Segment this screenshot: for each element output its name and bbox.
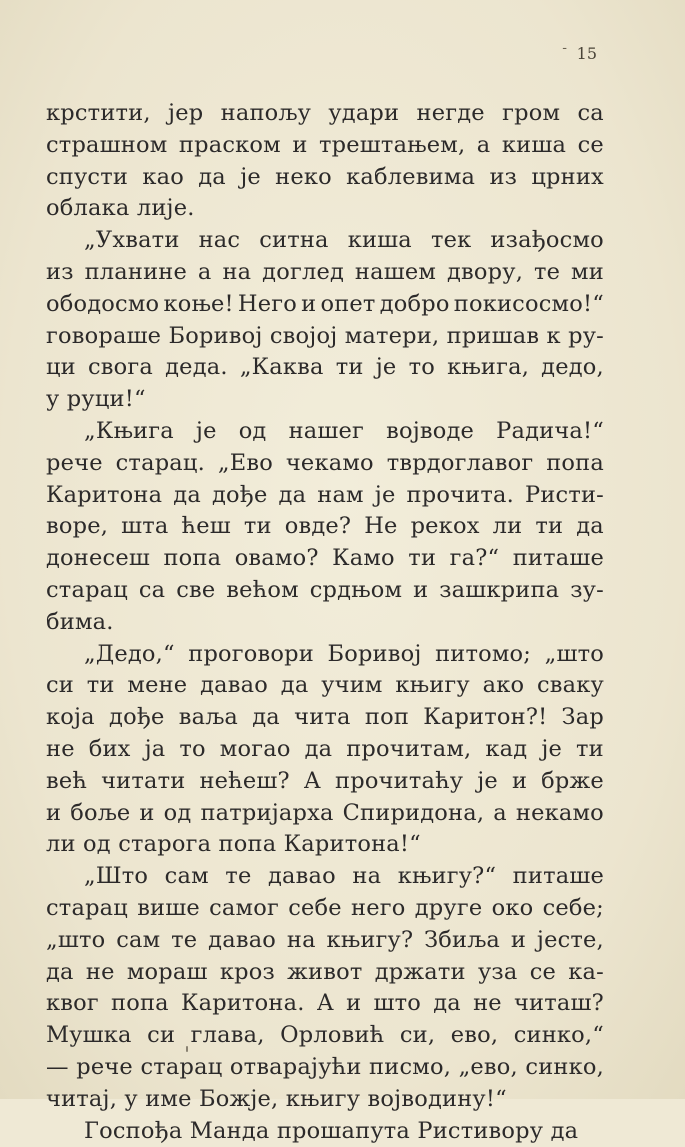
- text-line: не бих ја то могао да прочитам, кад је ти: [46, 734, 604, 766]
- text-line: си ти мене давао да учим књигу ако сваку: [46, 670, 604, 702]
- text-line: ободосмо коње! Него и опет добро покисосмо!“: [46, 289, 604, 321]
- text-line: „Књига је од нашег војводе Радича!“: [46, 416, 604, 448]
- text-line: старац више самог себе него друге око себе;: [46, 893, 604, 925]
- text-line: ци свога деда. „Каква ти је то књига, дедо,: [46, 352, 604, 384]
- text-line: да не мораш кроз живот држати уза се ка-: [46, 957, 604, 989]
- text-line: крстити, јер напољу удари негде гром са: [46, 98, 604, 130]
- text-line: страшном праском и трештањем, а киша се: [46, 130, 604, 162]
- text-line: која дође ваља да чита поп Каритон?! Зар: [46, 702, 604, 734]
- text-line: из планине а на доглед нашем двору, те ми: [46, 257, 604, 289]
- text-line: читај, у име Божје, књигу војводину!“: [46, 1084, 604, 1116]
- text-line: Мушка си глава, Орловић си, ево, синко,“: [46, 1020, 604, 1052]
- text-line: Каритона да дође да нам је прочита. Ристи-: [46, 480, 604, 512]
- text-line: „Ухвати нас ситна киша тек изађосмо: [46, 225, 604, 257]
- text-line: воре, шта ћеш ти овде? Не рекох ли ти да: [46, 511, 604, 543]
- text-line: говораше Боривој својој матери, пришав к ру-: [46, 321, 604, 353]
- page-number: 15: [577, 44, 597, 63]
- text-line: у руци!“: [46, 384, 604, 416]
- text-line: бима.: [46, 607, 604, 639]
- text-line: спусти као да је неко каблевима из црних: [46, 162, 604, 194]
- text-line: — рече старац отварајући писмо, „ево, синко,: [46, 1052, 604, 1084]
- page-body-text: [46, 98, 604, 1147]
- text-line: рече старац. „Ево чекамо тврдоглавог попа: [46, 448, 604, 480]
- text-line: старац са све већом срдњом и зашкрипа зу-: [46, 575, 604, 607]
- paper-speck: [186, 1046, 188, 1052]
- text-line: квог попа Каритона. А и што да не читаш?: [46, 988, 604, 1020]
- page-mark: -: [562, 40, 567, 56]
- text-line: „Дедо,“ проговори Боривој питомо; „што: [46, 639, 604, 671]
- text-line: облака лије.: [46, 193, 604, 225]
- text-line: „што сам те давао на књигу? Збиља и јесте,: [46, 925, 604, 957]
- text-line: „Што сам те давао на књигу?“ питаше: [46, 861, 604, 893]
- text-line: и боље и од патријарха Спиридона, а некамо: [46, 798, 604, 830]
- text-line: донесеш попа овамо? Камо ти га?“ питаше: [46, 543, 604, 575]
- text-line: ли од старога попа Каритона!“: [46, 829, 604, 861]
- text-line: Госпођа Манда прошапута Ристивору да: [46, 1116, 604, 1147]
- text-line: већ читати нећеш? А прочитаћу је и брже: [46, 766, 604, 798]
